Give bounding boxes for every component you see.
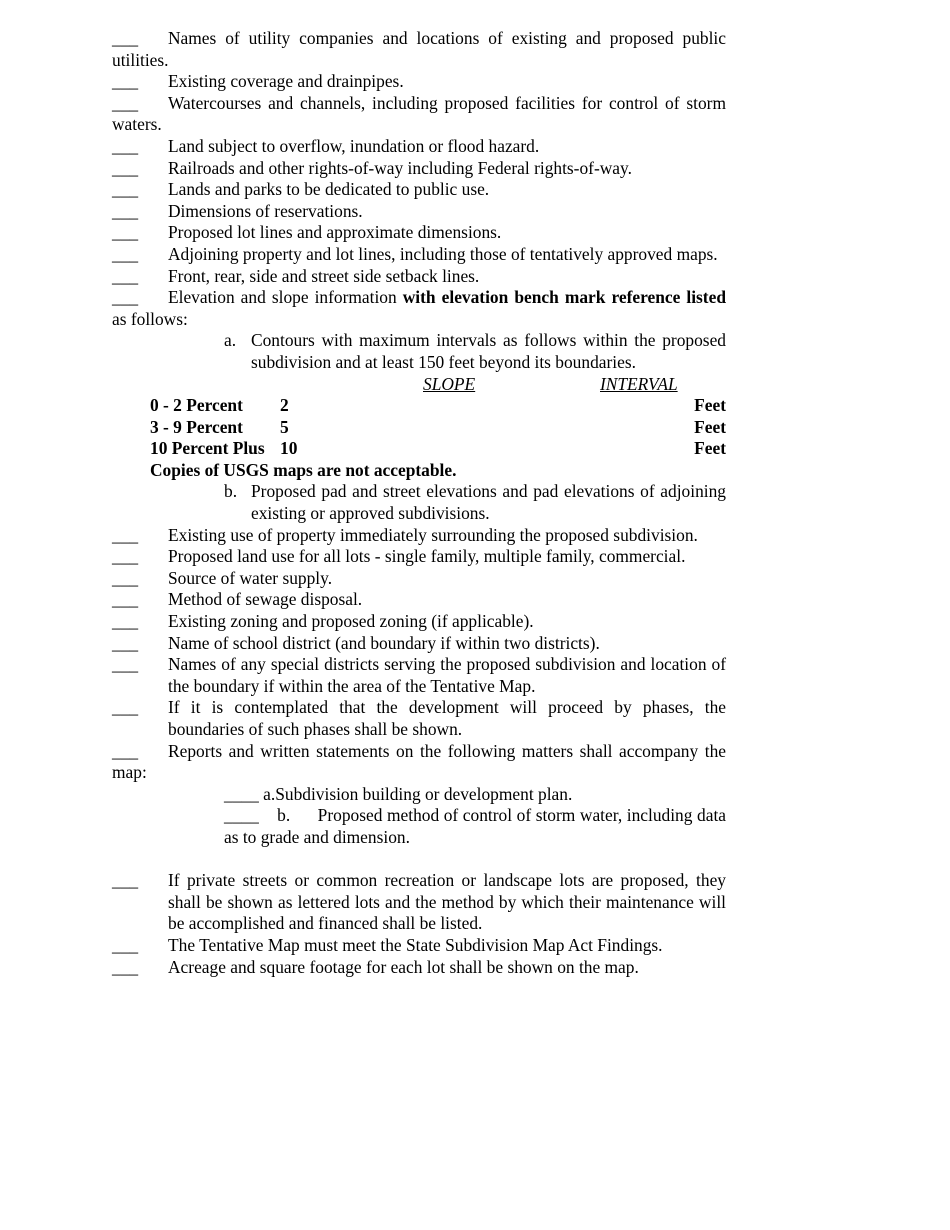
- checkbox-blank[interactable]: ___: [112, 654, 139, 675]
- spacer: [112, 849, 726, 871]
- list-item: ___ If it is contemplated that the development will proceed by phases, the boundaries of such phases shall be shown.: [112, 697, 726, 739]
- list-item: ___ Existing zoning and proposed zoning (if applicable).: [112, 611, 534, 632]
- checkbox-blank[interactable]: ___: [112, 611, 139, 632]
- list-item: ___ Names of any special districts serving the proposed subdivision and location of the boundary if within the area of the Tentative Map.: [112, 654, 726, 696]
- list-item: ___ If private streets or common recreation or landscape lots are proposed, they shall be shown as lettered lots and the method by which their maintenance will be accomplished and financed shall be listed.: [112, 870, 726, 934]
- checkbox-blank[interactable]: ____: [224, 783, 259, 804]
- checkbox-blank[interactable]: ___: [112, 546, 139, 567]
- list-item: ___ Existing coverage and drainpipes.: [112, 71, 404, 92]
- list-item: ___ Proposed lot lines and approximate dimensions.: [112, 222, 502, 243]
- list-item: ___ Source of water supply.: [112, 567, 333, 588]
- slope-header: SLOPE: [423, 373, 476, 394]
- list-item: ___ Land subject to overflow, inundation or flood hazard.: [112, 135, 540, 156]
- list-item: ___ Existing use of property immediately surrounding the proposed subdivision.: [112, 524, 698, 545]
- checkbox-blank[interactable]: ___: [112, 157, 139, 178]
- checkbox-blank[interactable]: ___: [112, 632, 139, 653]
- checkbox-blank[interactable]: ___: [112, 589, 139, 610]
- list-item: ___ Names of utility companies and locations of existing and proposed public utilities.: [112, 28, 726, 70]
- slope-table-header: [112, 374, 726, 396]
- list-item: ___ Proposed land use for all lots - single family, multiple family, commercial.: [112, 546, 686, 567]
- checkbox-blank[interactable]: ___: [112, 135, 139, 156]
- list-item: ___ Railroads and other rights-of-way including Federal rights-of-way.: [112, 157, 632, 178]
- checkbox-blank[interactable]: ___: [112, 567, 139, 588]
- checkbox-blank[interactable]: ___: [112, 287, 139, 308]
- checkbox-blank[interactable]: ___: [112, 740, 139, 761]
- list-item: ___ Adjoining property and lot lines, including those of tentatively approved maps.: [112, 243, 718, 264]
- checkbox-blank[interactable]: ___: [112, 524, 139, 545]
- reports-item: ___ Reports and written statements on the following matters shall accompany the map:: [112, 740, 726, 783]
- checkbox-blank[interactable]: ___: [112, 956, 139, 977]
- list-item: ___ Front, rear, side and street side setback lines.: [112, 265, 480, 286]
- checkbox-blank[interactable]: ___: [112, 870, 139, 891]
- checkbox-blank[interactable]: ___: [112, 179, 139, 200]
- usgs-note: Copies of USGS maps are not acceptable.: [150, 459, 457, 480]
- list-item: ___ Acreage and square footage for each lot shall be shown on the map.: [112, 956, 639, 977]
- elevation-item: ___ Elevation and slope information with elevation bench mark reference listed as follows:: [112, 287, 726, 329]
- checkbox-blank[interactable]: ___: [112, 28, 139, 48]
- checkbox-blank[interactable]: ___: [112, 243, 139, 264]
- table-row: 0 - 2 Percent 2 Feet: [150, 395, 726, 416]
- list-item: ___ Lands and parks to be dedicated to public use.: [112, 179, 490, 200]
- table-row: 10 Percent Plus 10 Feet: [150, 438, 726, 459]
- checkbox-blank[interactable]: ___: [112, 697, 139, 718]
- list-item: ___ The Tentative Map must meet the State Subdivision Map Act Findings.: [112, 934, 663, 955]
- list-item: ___ Method of sewage disposal.: [112, 589, 363, 610]
- checkbox-blank[interactable]: ___: [112, 265, 139, 286]
- list-item: ___ Watercourses and channels, including proposed facilities for control of storm waters.: [112, 92, 726, 135]
- pad-subitem: b. Proposed pad and street elevations and pad elevations of adjoining existing or approved subdivisions.: [224, 481, 726, 524]
- checklist: [112, 28, 726, 978]
- contours-subitem: a. Contours with maximum intervals as follows within the proposed subdivision and at least 150 feet beyond its boundaries.: [224, 330, 726, 372]
- reports-subitem-b: ____ b. Proposed method of control of storm water, including data as to grade and dimension.: [224, 805, 727, 847]
- list-item: ___ Dimensions of reservations.: [112, 200, 363, 221]
- checkbox-blank[interactable]: ____: [224, 805, 259, 826]
- interval-header: INTERVAL: [600, 373, 678, 394]
- checkbox-blank[interactable]: ___: [112, 92, 139, 113]
- table-row: 3 - 9 Percent 5 Feet: [150, 416, 726, 437]
- reports-subitem-a: ____ a.Subdivision building or development plan.: [224, 783, 573, 804]
- checkbox-blank[interactable]: ___: [112, 200, 139, 221]
- list-item: ___ Name of school district (and boundary if within two districts).: [112, 632, 600, 653]
- checkbox-blank[interactable]: ___: [112, 222, 139, 243]
- checkbox-blank[interactable]: ___: [112, 71, 139, 92]
- checkbox-blank[interactable]: ___: [112, 934, 139, 955]
